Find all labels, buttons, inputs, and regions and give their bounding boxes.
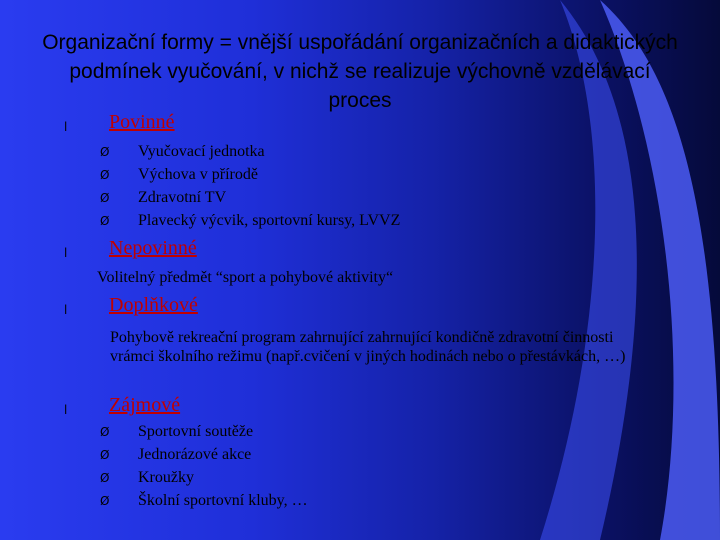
section-heading-povinne: Povinné bbox=[109, 111, 175, 133]
slide-title bbox=[40, 28, 680, 115]
list-item: Ø Zdravotní TV bbox=[100, 186, 226, 210]
section-bullet-icon: l bbox=[64, 403, 68, 417]
arrow-bullet-icon: Ø bbox=[100, 425, 110, 439]
arrow-bullet-icon: Ø bbox=[100, 214, 110, 228]
arrow-bullet-icon: Ø bbox=[100, 471, 110, 485]
title-definition: = vnější uspořádání organizačních a didaktických podmínek vyučování, v nichž se realizuje výchovně vzdělávací proces bbox=[69, 31, 678, 112]
arrow-bullet-icon: Ø bbox=[100, 494, 110, 508]
list-item: Ø Jednorázové akce bbox=[100, 443, 251, 467]
arrow-bullet-icon: Ø bbox=[100, 191, 110, 205]
list-item: Ø Kroužky bbox=[100, 466, 194, 490]
section-bullet-icon: l bbox=[64, 120, 68, 134]
arrow-bullet-icon: Ø bbox=[100, 448, 110, 462]
list-item: Ø Vyučovací jednotka bbox=[100, 140, 265, 164]
section-heading-zajmove: Zájmové bbox=[109, 394, 181, 416]
section-heading-nepovinne: Nepovinné bbox=[109, 237, 197, 259]
list-item: Ø Výchova v přírodě bbox=[100, 163, 258, 187]
list-item: Ø Školní sportovní kluby, … bbox=[100, 489, 308, 513]
list-item: Ø Plavecký výcvik, sportovní kursy, LVVZ bbox=[100, 209, 400, 233]
arrow-bullet-icon: Ø bbox=[100, 145, 110, 159]
section-heading-doplnkove: Doplňkové bbox=[109, 294, 198, 316]
section-text-doplnkove: Pohybově rekreační program zahrnující zahrnující kondičně zdravotní činnosti vrámci školního režimu (např.cvičení v jiných hodinách nebo o přestávkách, …) bbox=[110, 329, 626, 365]
section-text-nepovinne: Volitelný předmět “sport a pohybové aktivity“ bbox=[97, 269, 394, 286]
list-item: Ø Sportovní soutěže bbox=[100, 420, 253, 444]
arrow-bullet-icon: Ø bbox=[100, 168, 110, 182]
title-term: Organizační formy bbox=[42, 31, 214, 54]
section-bullet-icon: l bbox=[64, 246, 68, 260]
section-bullet-icon: l bbox=[64, 303, 68, 317]
